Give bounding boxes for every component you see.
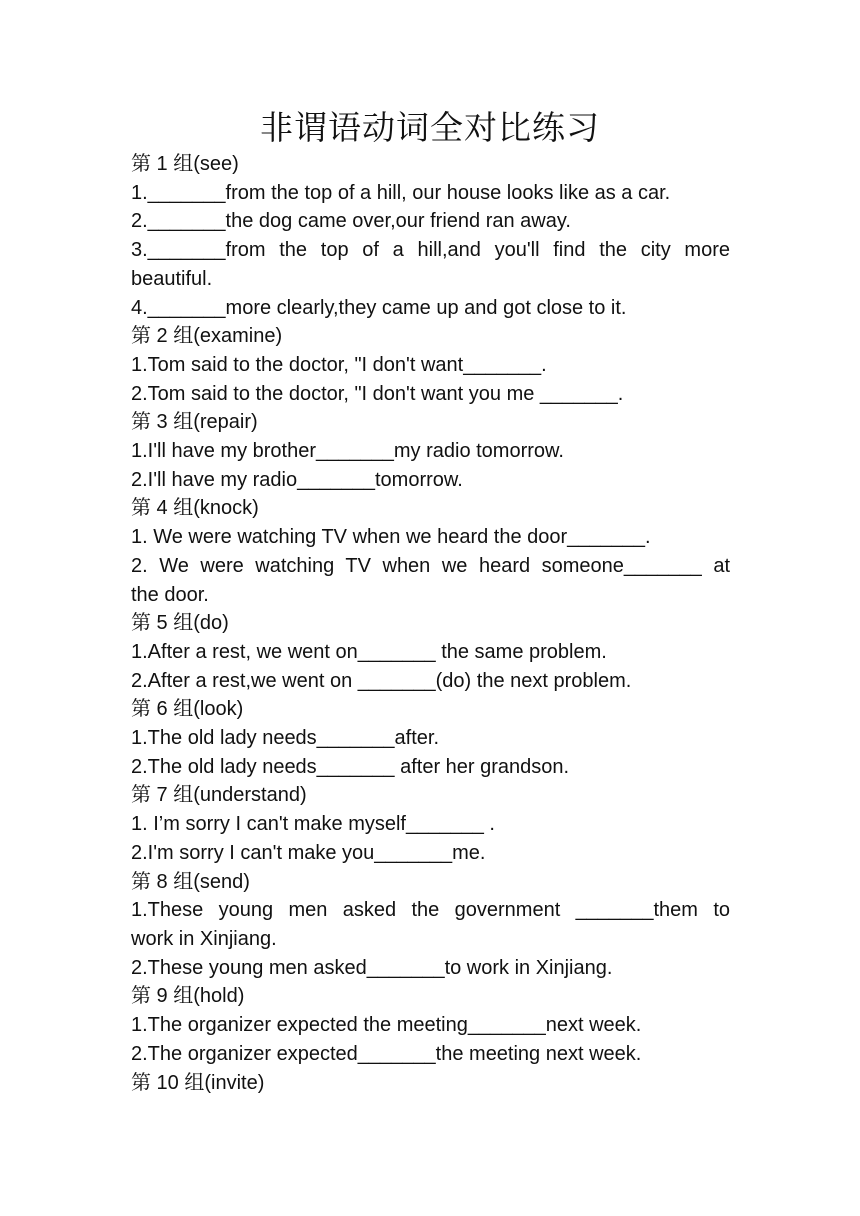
exercise-line: beautiful.	[131, 267, 213, 290]
group-header: 第 5 组(do)	[131, 612, 229, 635]
group-header: 第 4 组(knock)	[131, 497, 259, 520]
exercise-line: 2. We were watching TV when we heard someone_______ at	[131, 554, 730, 577]
exercise-line: 1.I'll have my brother_______my radio tomorrow.	[131, 440, 564, 463]
exercise-line: 1.Tom said to the doctor, "I don't want_______.	[131, 353, 547, 376]
group-header: 第 8 组(send)	[131, 870, 250, 893]
exercise-content	[131, 150, 730, 1097]
exercise-line: 2.Tom said to the doctor, "I don't want you me _______.	[131, 382, 624, 405]
exercise-line: 3._______from the top of a hill,and you'll find the city more	[131, 239, 730, 262]
group-header: 第 6 组(look)	[131, 698, 244, 721]
exercise-line: 1._______from the top of a hill, our house looks like as a car.	[131, 181, 671, 204]
exercise-line: the door.	[131, 583, 209, 606]
exercise-line: 1.The old lady needs_______after.	[131, 727, 440, 750]
exercise-line: 2.The organizer expected_______the meeting next week.	[131, 1042, 642, 1065]
exercise-line: 2.After a rest,we went on _______(do) the next problem.	[131, 669, 632, 692]
group-header: 第 10 组(invite)	[131, 1071, 265, 1094]
exercise-line: 2.The old lady needs_______ after her grandson.	[131, 755, 570, 778]
exercise-line: work in Xinjiang.	[131, 927, 277, 950]
exercise-line: 1. I’m sorry I can't make myself_______ .	[131, 813, 495, 836]
group-header: 第 1 组(see)	[131, 153, 239, 175]
exercise-line: 4._______more clearly,they came up and got close to it.	[131, 296, 627, 319]
exercise-line: 1.After a rest, we went on_______ the same problem.	[131, 640, 607, 663]
group-header: 第 9 组(hold)	[131, 985, 245, 1008]
group-header: 第 7 组(understand)	[131, 784, 307, 807]
exercise-line: 1.The organizer expected the meeting_______next week.	[131, 1014, 642, 1037]
group-header: 第 2 组(examine)	[131, 325, 283, 348]
group-header: 第 3 组(repair)	[131, 411, 258, 434]
exercise-line: 2.I'll have my radio_______tomorrow.	[131, 468, 463, 491]
page-title: 非谓语动词全对比练习	[260, 108, 600, 147]
exercise-line: 2.I'm sorry I can't make you_______me.	[131, 841, 486, 864]
exercise-line: 1.These young men asked the government _______them to	[131, 899, 730, 922]
exercise-line: 2._______the dog came over,our friend ran away.	[131, 210, 571, 233]
exercise-line: 1. We were watching TV when we heard the door_______.	[131, 526, 651, 549]
exercise-line: 2.These young men asked_______to work in Xinjiang.	[131, 956, 613, 979]
